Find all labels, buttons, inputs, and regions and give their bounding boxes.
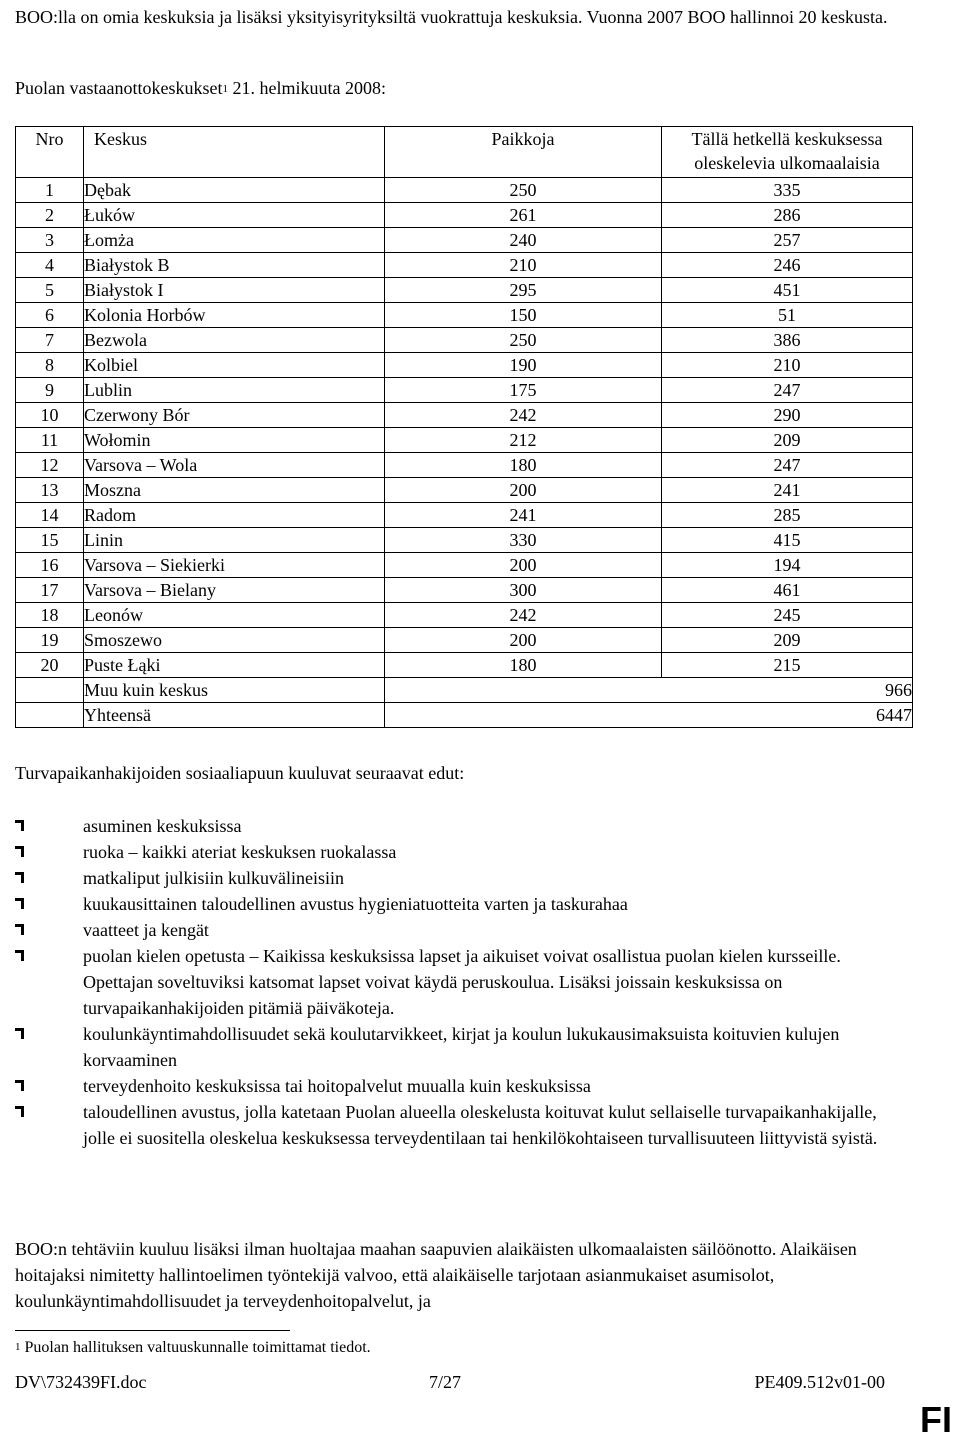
- cell-seats: 180: [385, 653, 662, 678]
- table-row: [16, 503, 913, 528]
- footnote-number: 1: [15, 1341, 21, 1353]
- table-row: [16, 478, 913, 503]
- cell-current: 290: [662, 403, 913, 428]
- table-row-total: [16, 703, 913, 728]
- cell-center: Varsova – Bielany: [84, 578, 385, 603]
- list-item: [15, 891, 895, 917]
- table-row: [16, 553, 913, 578]
- square-bullet-icon: [15, 1106, 24, 1117]
- square-bullet-icon: [15, 1080, 24, 1091]
- table-row: [16, 628, 913, 653]
- cell-seats: 175: [385, 378, 662, 403]
- header-nro: Nro: [16, 127, 84, 178]
- list-item: [15, 1021, 895, 1073]
- cell-center: Dębak: [84, 178, 385, 203]
- cell-nro: 6: [16, 303, 84, 328]
- outside-value: 966: [385, 678, 913, 703]
- list-item-text: matkaliput julkisiin kulkuvälineisiin: [83, 868, 344, 888]
- cell-current: 209: [662, 628, 913, 653]
- outside-label: Muu kuin keskus: [84, 678, 385, 703]
- header-seats: Paikkoja: [385, 127, 662, 178]
- cell-seats: 261: [385, 203, 662, 228]
- header-current: Tällä hetkellä keskuksessa oleskelevia ulkomaalaisia: [662, 127, 913, 178]
- cell-center: Linin: [84, 528, 385, 553]
- cell-current: 285: [662, 503, 913, 528]
- cell-seats: 150: [385, 303, 662, 328]
- cell-center: Lublin: [84, 378, 385, 403]
- cell-nro: 3: [16, 228, 84, 253]
- cell-current: 335: [662, 178, 913, 203]
- cell-current: 51: [662, 303, 913, 328]
- cell-nro: 8: [16, 353, 84, 378]
- cell-center: Białystok B: [84, 253, 385, 278]
- table-row: [16, 228, 913, 253]
- intro-paragraph: BOO:lla on omia keskuksia ja lisäksi yksityisyrityksiltä vuokrattuja keskuksia. Vuonna 2007 BOO hallinnoi 20 keskusta.: [15, 7, 888, 27]
- page-footer: [15, 1372, 885, 1396]
- cell-center: Smoszewo: [84, 628, 385, 653]
- cell-nro: 20: [16, 653, 84, 678]
- square-bullet-icon: [15, 898, 24, 909]
- cell-center: Kolbiel: [84, 353, 385, 378]
- table-row: [16, 378, 913, 403]
- reception-centers-table: [15, 126, 913, 728]
- square-bullet-icon: [15, 846, 24, 857]
- total-nro: [16, 703, 84, 728]
- cell-seats: 200: [385, 628, 662, 653]
- cell-center: Łomża: [84, 228, 385, 253]
- cell-current: 247: [662, 378, 913, 403]
- cell-seats: 300: [385, 578, 662, 603]
- cell-nro: 15: [16, 528, 84, 553]
- list-item-text: terveydenhoito keskuksissa tai hoitopalvelut muualla kuin keskuksissa: [83, 1076, 591, 1096]
- cell-center: Radom: [84, 503, 385, 528]
- cell-current: 245: [662, 603, 913, 628]
- cell-seats: 250: [385, 178, 662, 203]
- cell-nro: 13: [16, 478, 84, 503]
- cell-current: 247: [662, 453, 913, 478]
- table-row-outside: [16, 678, 913, 703]
- cell-current: 246: [662, 253, 913, 278]
- cell-nro: 2: [16, 203, 84, 228]
- footnote-text: Puolan hallituksen valtuuskunnalle toimittamat tiedot.: [20, 1339, 371, 1356]
- cell-seats: 200: [385, 478, 662, 503]
- cell-center: Białystok I: [84, 278, 385, 303]
- table-row: [16, 578, 913, 603]
- benefits-title: Turvapaikanhakijoiden sosiaaliapuun kuuluvat seuraavat edut:: [15, 763, 465, 783]
- cell-nro: 9: [16, 378, 84, 403]
- list-item: [15, 839, 895, 865]
- cell-nro: 7: [16, 328, 84, 353]
- footnote-separator: [15, 1330, 290, 1331]
- cell-seats: 200: [385, 553, 662, 578]
- cell-current: 461: [662, 578, 913, 603]
- cell-nro: 11: [16, 428, 84, 453]
- reception-heading-date: 21. helmikuuta 2008:: [227, 78, 386, 98]
- list-item: [15, 917, 895, 943]
- cell-current: 215: [662, 653, 913, 678]
- list-item-text: puolan kielen opetusta – Kaikissa keskuksissa lapset ja aikuiset voivat osallistua puolan kielen kursseille. Opettajan soveltuviksi katsomat lapset voivat käydä peruskoulua. Lisäksi joissain keskuksissa on turvapaikanhakijoiden pitämiä päiväkoteja.: [83, 946, 841, 1018]
- table-body: [16, 178, 913, 678]
- cell-seats: 240: [385, 228, 662, 253]
- outside-nro: [16, 678, 84, 703]
- benefits-list: [15, 813, 895, 1151]
- footer-ref-code: PE409.512v01-00: [754, 1372, 885, 1392]
- cell-nro: 4: [16, 253, 84, 278]
- header-center: Keskus: [84, 127, 385, 178]
- table-row: [16, 178, 913, 203]
- square-bullet-icon: [15, 820, 24, 831]
- cell-nro: 18: [16, 603, 84, 628]
- cell-nro: 10: [16, 403, 84, 428]
- table-row: [16, 203, 913, 228]
- list-item: [15, 1099, 895, 1151]
- cell-current: 286: [662, 203, 913, 228]
- cell-nro: 17: [16, 578, 84, 603]
- cell-center: Kolonia Horbów: [84, 303, 385, 328]
- table-row: [16, 303, 913, 328]
- square-bullet-icon: [15, 950, 24, 961]
- cell-seats: 242: [385, 603, 662, 628]
- cell-seats: 241: [385, 503, 662, 528]
- table-row: [16, 328, 913, 353]
- cell-seats: 180: [385, 453, 662, 478]
- table-row: [16, 528, 913, 553]
- cell-seats: 250: [385, 328, 662, 353]
- cell-current: 386: [662, 328, 913, 353]
- list-item-text: ruoka – kaikki ateriat keskuksen ruokalassa: [83, 842, 397, 862]
- cell-current: 241: [662, 478, 913, 503]
- list-item-text: koulunkäyntimahdollisuudet sekä koulutarvikkeet, kirjat ja koulun lukukausimaksuista koituvien kulujen korvaaminen: [83, 1024, 840, 1070]
- list-item-text: asuminen keskuksissa: [83, 816, 242, 836]
- square-bullet-icon: [15, 872, 24, 883]
- cell-nro: 1: [16, 178, 84, 203]
- list-item: [15, 813, 895, 839]
- table-row: [16, 428, 913, 453]
- table-row: [16, 603, 913, 628]
- cell-nro: 12: [16, 453, 84, 478]
- cell-nro: 19: [16, 628, 84, 653]
- cell-nro: 14: [16, 503, 84, 528]
- cell-current: 194: [662, 553, 913, 578]
- table-row: [16, 403, 913, 428]
- total-value: 6447: [385, 703, 913, 728]
- table-header-row: [16, 127, 913, 178]
- cell-center: Varsova – Wola: [84, 453, 385, 478]
- cell-seats: 242: [385, 403, 662, 428]
- table-row: [16, 653, 913, 678]
- cell-nro: 5: [16, 278, 84, 303]
- language-code: FI: [920, 1399, 952, 1440]
- cell-center: Łuków: [84, 203, 385, 228]
- cell-nro: 16: [16, 553, 84, 578]
- reception-heading-text: Puolan vastaanottokeskukset: [15, 78, 223, 98]
- table-row: [16, 353, 913, 378]
- cell-center: Czerwony Bór: [84, 403, 385, 428]
- cell-current: 209: [662, 428, 913, 453]
- cell-center: Puste Łąki: [84, 653, 385, 678]
- cell-center: Leonów: [84, 603, 385, 628]
- cell-seats: 212: [385, 428, 662, 453]
- cell-center: Bezwola: [84, 328, 385, 353]
- cell-seats: 210: [385, 253, 662, 278]
- list-item-text: vaatteet ja kengät: [83, 920, 209, 940]
- table-row: [16, 278, 913, 303]
- cell-seats: 330: [385, 528, 662, 553]
- cell-center: Wołomin: [84, 428, 385, 453]
- cell-seats: 295: [385, 278, 662, 303]
- footer-doc-id: DV\732439FI.doc: [15, 1372, 147, 1392]
- cell-current: 257: [662, 228, 913, 253]
- square-bullet-icon: [15, 1028, 24, 1039]
- cell-current: 451: [662, 278, 913, 303]
- list-item-text: kuukausittainen taloudellinen avustus hygieniatuotteita varten ja taskurahaa: [83, 894, 628, 914]
- boo-tasks-paragraph: BOO:n tehtäviin kuuluu lisäksi ilman huoltajaa maahan saapuvien alaikäisten ulkomaalaisten säilöönotto. Alaikäisen hoitajaksi nimitetty hallintoelimen työntekijä valvoo, että alaikäiselle tarjotaan asianmukaiset asumisolot, koulunkäyntimahdollisuudet ja terveydenhoitopalvelut, ja: [15, 1239, 857, 1311]
- cell-center: Varsova – Siekierki: [84, 553, 385, 578]
- list-item-text: taloudellinen avustus, jolla katetaan Puolan alueella oleskelusta koituvat kulut sellaiselle turvapaikanhakijalle, jolle ei suositella oleskelua keskuksessa terveydentilaan tai henkilökohtaiseen turvallisuuteen liittyvistä syistä.: [83, 1102, 878, 1148]
- list-item: [15, 943, 895, 1021]
- cell-current: 415: [662, 528, 913, 553]
- list-item: [15, 865, 895, 891]
- list-item: [15, 1073, 895, 1099]
- cell-center: Moszna: [84, 478, 385, 503]
- reception-centers-heading: [15, 78, 915, 100]
- footnote: [15, 1338, 915, 1357]
- total-label: Yhteensä: [84, 703, 385, 728]
- cell-current: 210: [662, 353, 913, 378]
- table-row: [16, 253, 913, 278]
- footer-page-number: 7/27: [429, 1372, 462, 1392]
- table-row: [16, 453, 913, 478]
- cell-seats: 190: [385, 353, 662, 378]
- footnote-reference: 1: [222, 83, 228, 95]
- square-bullet-icon: [15, 924, 24, 935]
